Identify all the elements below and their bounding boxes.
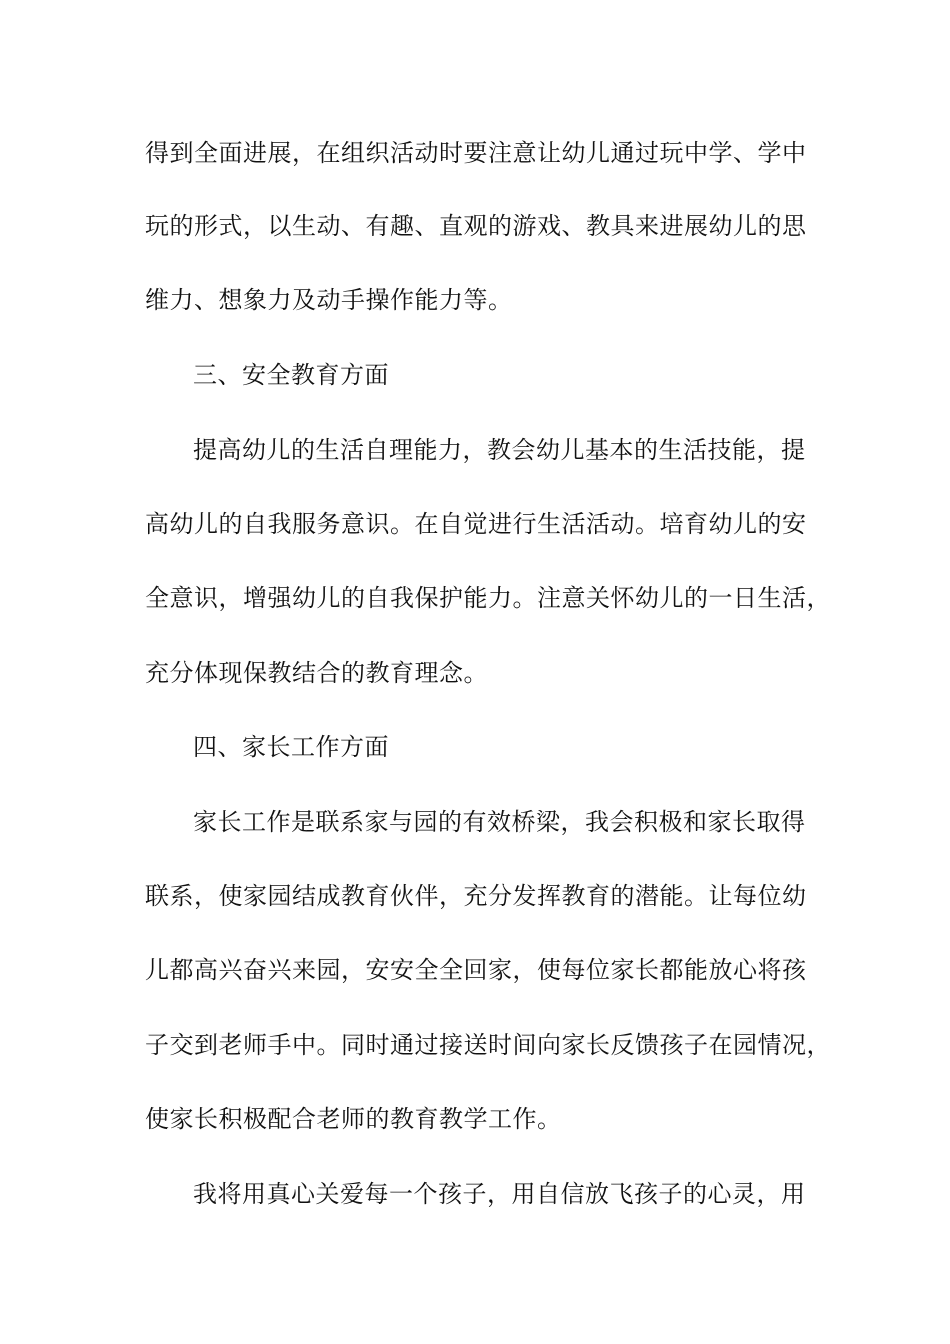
paragraph-line: 高幼儿的自我服务意识。在自觉进行生活活动。培育幼儿的安 bbox=[145, 510, 807, 538]
paragraph-line: 维力、想象力及动手操作能力等。 bbox=[145, 286, 513, 314]
paragraph-line: 子交到老师手中。同时通过接送时间向家长反馈孩子在园情况， bbox=[145, 1031, 831, 1059]
paragraph-line: 联系，使家园结成教育伙伴，充分发挥教育的潜能。让每位幼 bbox=[145, 882, 807, 910]
paragraph-line: 我将用真心关爱每一个孩子，用自信放飞孩子的心灵，用 bbox=[193, 1180, 806, 1208]
paragraph-line: 使家长积极配合老师的教育教学工作。 bbox=[145, 1105, 562, 1133]
paragraph-line: 得到全面进展，在组织活动时要注意让幼儿通过玩中学、学中 bbox=[145, 139, 807, 167]
paragraph-line: 充分体现保教结合的教育理念。 bbox=[145, 659, 488, 687]
section-heading: 四、家长工作方面 bbox=[193, 733, 389, 761]
section-heading: 三、安全教育方面 bbox=[193, 361, 389, 389]
paragraph-line: 全意识，增强幼儿的自我保护能力。注意关怀幼儿的一日生活， bbox=[145, 584, 831, 612]
paragraph-line: 儿都高兴奋兴来园，安安全全回家，使每位家长都能放心将孩 bbox=[145, 956, 807, 984]
paragraph-line: 玩的形式，以生动、有趣、直观的游戏、教具来进展幼儿的思 bbox=[145, 212, 807, 240]
paragraph-line: 家长工作是联系家与园的有效桥梁，我会积极和家长取得 bbox=[193, 808, 806, 836]
paragraph-line: 提高幼儿的生活自理能力，教会幼儿基本的生活技能，提 bbox=[193, 436, 806, 464]
